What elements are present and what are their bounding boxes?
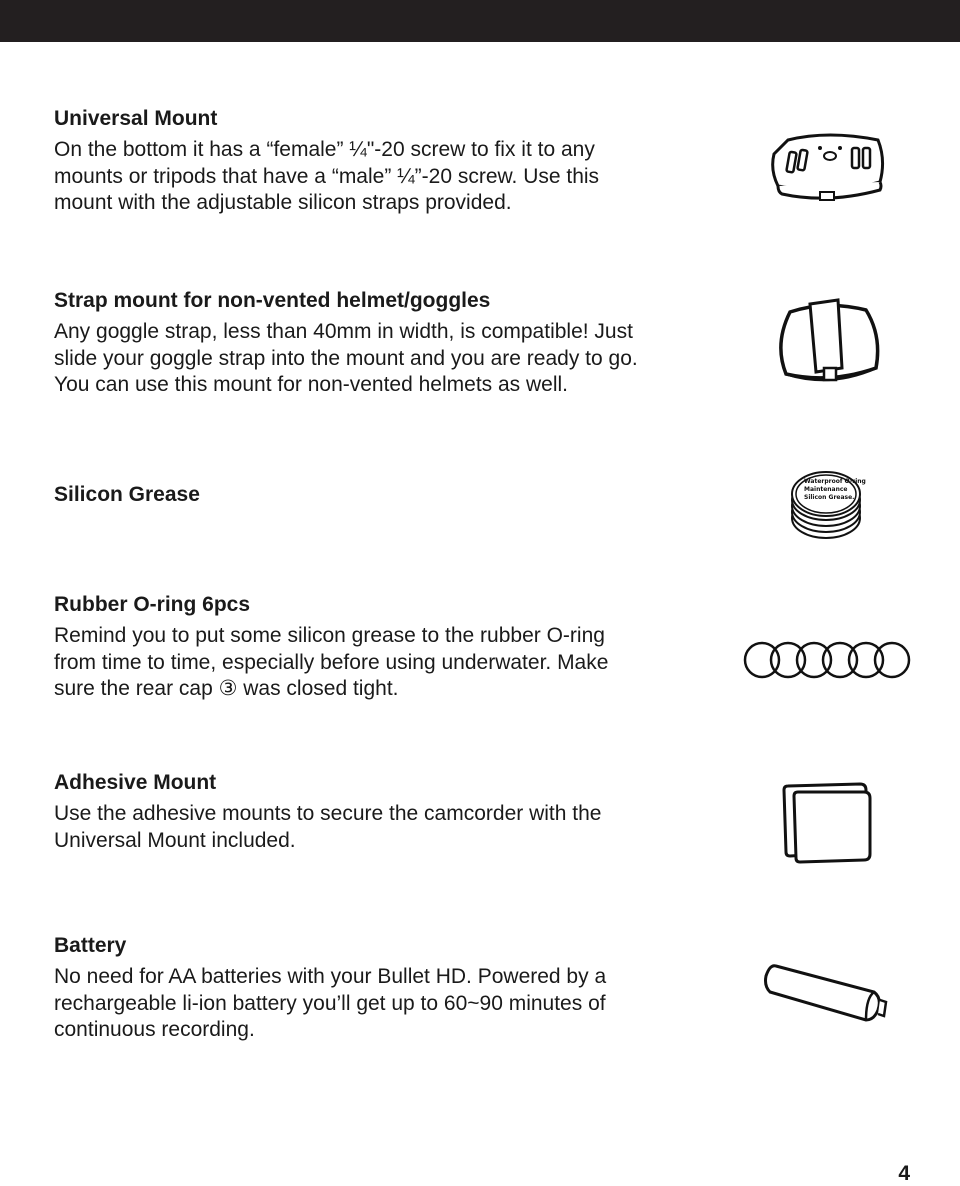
section-description [54, 623, 694, 703]
svg-text:Silicon Grease.: Silicon Grease. [804, 494, 855, 501]
desc-line: You can use this mount for non-vented helmets as well. [54, 373, 569, 396]
desc-line: rechargeable li-ion battery you’ll get up to 60~90 minutes of [54, 991, 606, 1015]
desc-line: Remind you to put some silicon grease to the rubber O-ring [54, 624, 605, 647]
desc-line: Any goggle strap, less than 40mm in width, is compatible! Just [54, 320, 633, 343]
section-title: Adhesive Mount [54, 771, 217, 794]
desc-line: On the bottom it has a “female” ¼"-20 screw to fix it to any [54, 138, 595, 161]
section-description [54, 319, 694, 399]
desc-line: Universal Mount included. [54, 828, 296, 852]
section-title: Strap mount for non-vented helmet/goggles [54, 289, 491, 312]
section-title: Silicon Grease [54, 483, 200, 506]
svg-text:Maintenance: Maintenance [804, 486, 848, 493]
strap-mount-icon [770, 296, 885, 388]
adhesive-mount-icon [780, 782, 875, 864]
desc-line: No need for AA batteries with your Bullet HD. Powered by a [54, 965, 607, 988]
desc-line: sure the rear cap ③ was closed tight. [54, 677, 399, 700]
battery-icon [762, 958, 892, 1030]
desc-line: continuous recording. [54, 1018, 255, 1041]
section-description [54, 801, 694, 854]
desc-line: from time to time, especially before using underwater. Make [54, 650, 609, 674]
desc-line: mounts or tripods that have a “male” ¼”-20 screw. Use this [54, 164, 600, 188]
o-rings-icon [742, 640, 912, 680]
section-rubber-o-ring [54, 591, 694, 703]
section-description [54, 964, 694, 1044]
section-adhesive-mount [54, 769, 694, 854]
silicon-grease-icon [784, 460, 868, 544]
section-description [54, 137, 694, 217]
section-silicon-grease [54, 481, 694, 509]
universal-mount-icon [768, 130, 888, 210]
section-title: Battery [54, 934, 127, 957]
section-universal-mount [54, 105, 694, 217]
section-battery [54, 932, 694, 1044]
section-strap-mount [54, 287, 694, 399]
desc-line: slide your goggle strap into the mount and you are ready to go. [54, 346, 638, 370]
section-title: Universal Mount [54, 107, 218, 130]
desc-line: Use the adhesive mounts to secure the camcorder with the [54, 802, 602, 825]
desc-line: mount with the adjustable silicon straps provided. [54, 191, 512, 214]
header-bar [0, 0, 960, 42]
svg-text:Waterproof O-ring: Waterproof O-ring [804, 478, 866, 485]
section-title: Rubber O-ring 6pcs [54, 593, 251, 616]
page-number: 4 [898, 1162, 910, 1185]
